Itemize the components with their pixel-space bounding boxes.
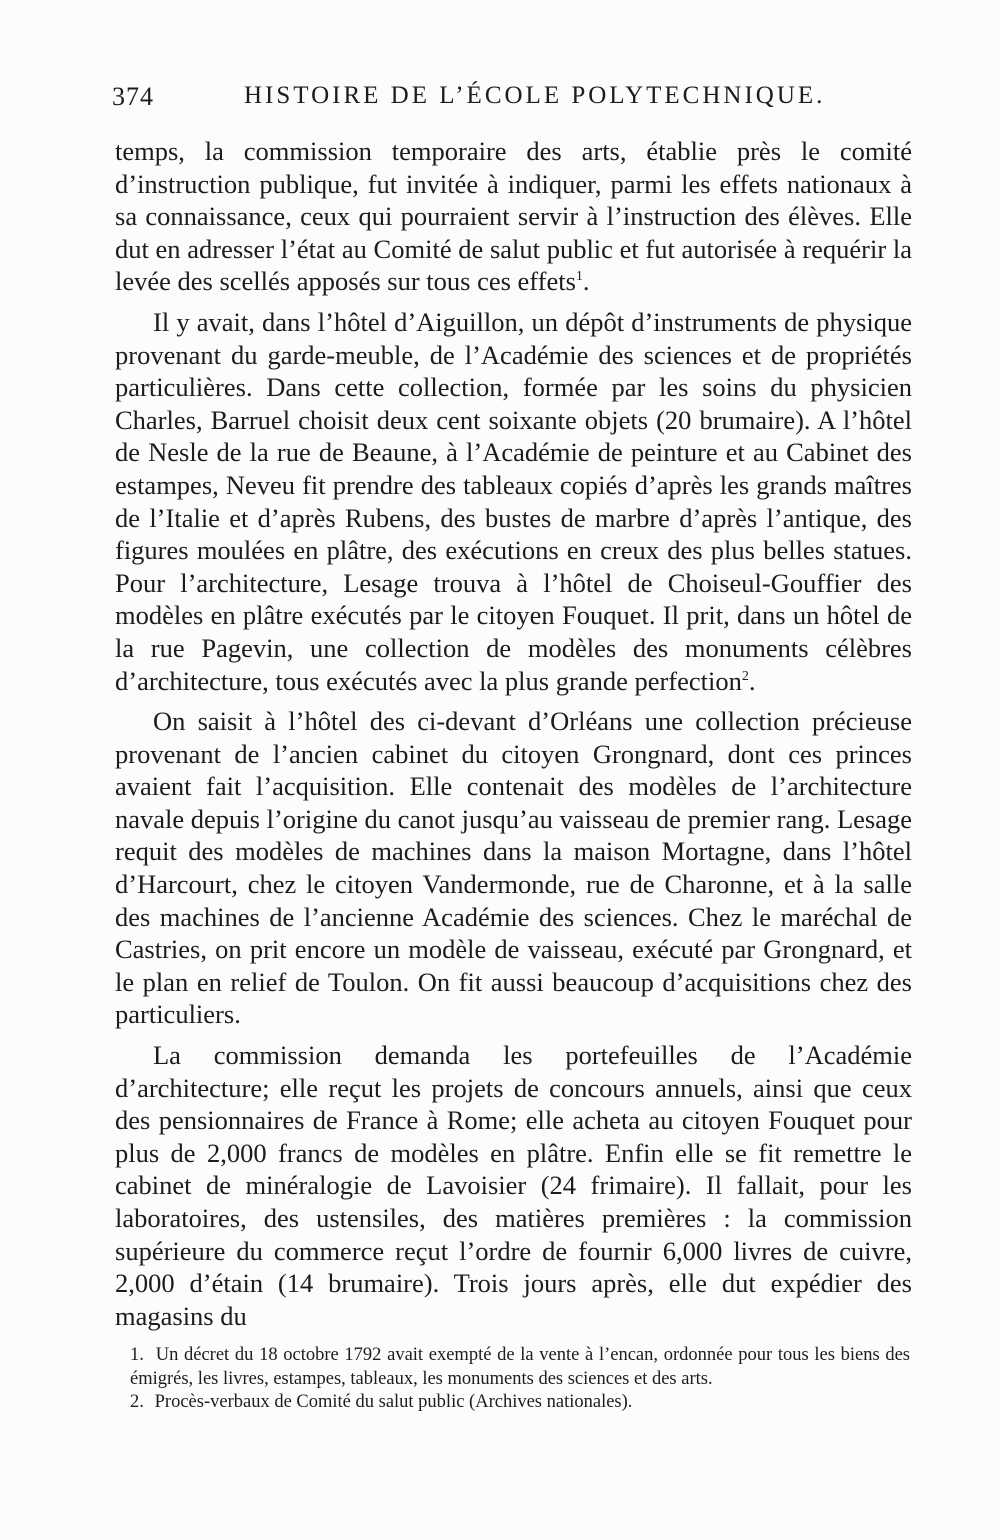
- footnote-ref-2: 2: [741, 668, 749, 684]
- footnote-1: [130, 1344, 910, 1391]
- paragraph-2-text: Il y avait, dans l’hôtel d’Aiguillon, un dépôt d’instruments de physique provenant du garde-meuble, de l’Académie des sciences et de propriétés particulières. Dans cette collection, formée par les soins du physicien Charles, Barruel choisit deux cent soixante objets (20 brumaire). A l’hôtel de Nesle de la rue de Beaune, à l’Académie de peinture et au Cabinet des estampes, Neveu fit prendre des tableaux copiés d’après les grands maîtres de l’Italie et d’après Rubens, des bustes de marbre d’après l’antique, des figures moulées en plâtre, des exécutions en creux des plus belles statues. Pour l’architecture, Lesage trouva à l’hôtel de Choiseul-Gouffier des modèles en plâtre exécutés par le citoyen Fouquet. Il prit, dans un hôtel de la rue Pagevin, une collection de modèles des monuments célèbres d’architecture, tous exécutés avec la plus grande perfection: [115, 306, 912, 696]
- footnote-2-text: Procès-verbaux de Comité du salut public (Archives nationales).: [154, 1392, 633, 1412]
- paragraph-3-text: On saisit à l’hôtel des ci-devant d’Orléans une collection précieuse provenant de l’ancien cabinet du citoyen Grongnard, dont ces princes avaient fait l’acquisition. Elle contenait des modèles de l’architecture navale depuis l’origine du canot jusqu’au vaisseau de premier rang. Lesage requit des modèles de machines dans la maison Mortagne, dans l’hôtel d’Harcourt, chez le citoyen Vandermonde, rue de Charonne, et à la salle des machines de l’ancienne Académie des sciences. Chez le maréchal de Castries, on prit encore un modèle de vaisseau, exécuté par Grongnard, et le plan en relief de Toulon. On fit aussi beaucoup d’acquisitions chez des particuliers.: [115, 706, 912, 1030]
- footnote-ref-1: 1: [575, 269, 583, 285]
- footnotes: [130, 1344, 910, 1415]
- running-title: HISTOIRE DE L’ÉCOLE POLYTECHNIQUE.: [244, 82, 826, 109]
- paragraph-1-end: .: [582, 266, 590, 297]
- paragraph-2-end: .: [748, 665, 756, 696]
- page-number: 374: [112, 82, 154, 111]
- footnote-1-number: 1.: [130, 1345, 144, 1365]
- paragraph-2: [115, 306, 912, 697]
- paragraph-1-text: temps, la commission temporaire des arts, établie près le comité d’instruction publique, fut invitée à indiquer, parmi les effets nationaux à sa connaissance, ceux qui pourraient servir à l’instruction des élèves. Elle dut en adresser l’état au Comité de salut public et fut autorisée à requérir la levée des scellés apposés sur tous ces effets: [115, 136, 912, 297]
- main-text: [115, 135, 912, 1335]
- footnote-2-number: 2.: [130, 1392, 144, 1412]
- page-header: [112, 78, 912, 118]
- paragraph-4-text: La commission demanda les portefeuilles de l’Académie d’architecture; elle reçut les projets de concours annuels, ainsi que ceux des pensionnaires de France à Rome; elle acheta au citoyen Fouquet pour plus de 2,000 francs de modèles en plâtre. Enfin elle se fit remettre le cabinet de minéralogie de Lavoisier (24 frimaire). Il fallait, pour les laboratoires, des ustensiles, des matières premières : la commission supérieure du commerce reçut l’ordre de fournir 6,000 livres de cuivre, 2,000 d’étain (14 brumaire). Trois jours après, elle dut expédier des magasins du: [115, 1040, 912, 1331]
- paragraph-1: [115, 135, 912, 298]
- footnote-2: [130, 1391, 910, 1415]
- footnote-1-text: Un décret du 18 octobre 1792 avait exempté de la vente à l’encan, ordonnée pour tous les biens des émigrés, les livres, estampes, tableaux, les monuments des sciences et des arts.: [130, 1345, 911, 1389]
- paragraph-4: [115, 1039, 912, 1332]
- paragraph-3: [115, 705, 912, 1031]
